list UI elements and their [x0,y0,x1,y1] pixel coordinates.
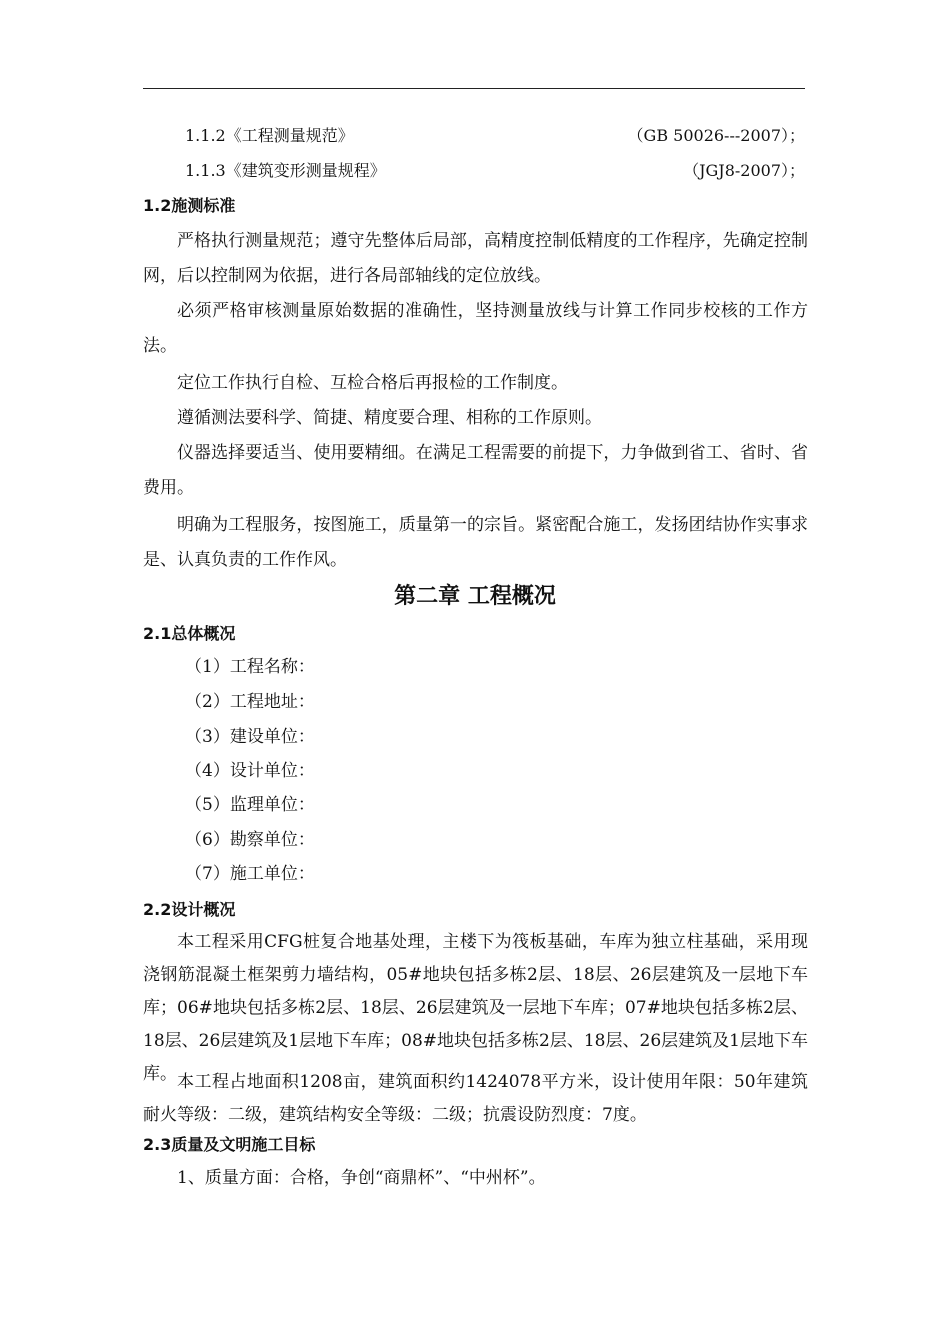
section-heading-2-2: 2.2设计概况 [143,900,236,919]
section-heading-2-3: 2.3质量及文明施工目标 [143,1135,316,1154]
reference-item [185,156,805,186]
reference-title: 1.1.2《工程测量规范》 [185,126,354,145]
section-heading-1-2: 1.2施测标准 [143,196,236,215]
paragraph: 1、质量方面：合格，争创“商鼎杯”、“中州杯”。 [177,1168,546,1188]
paragraph: 遵循测法要科学、简捷、精度要合理、相称的工作原则。 [177,408,602,428]
overview-item: （2）工程地址： [185,692,315,712]
overview-item: （3）建设单位： [185,727,315,747]
paragraph: 本工程占地面积1208亩，建筑面积约1424078平方米，设计使用年限：50年建筑耐火等级：二级，建筑结构安全等级：二级；抗震设防烈度：7度。 [143,1072,808,1125]
reference-item [185,121,805,151]
paragraph: 明确为工程服务，按图施工，质量第一的宗旨。紧密配合施工，发扬团结协作实事求是、认真负责的工作作风。 [143,515,808,570]
chapter-title: 第二章 工程概况 [394,584,556,609]
paragraph: 严格执行测量规范；遵守先整体后局部，高精度控制低精度的工作程序，先确定控制网，后以控制网为依据，进行各局部轴线的定位放线。 [143,231,808,286]
paragraph: 本工程采用CFG桩复合地基处理，主楼下为筏板基础，车库为独立柱基础，采用现浇钢筋混凝土框架剪力墙结构，05#地块包括多栋2层、18层、26层建筑及一层地下车库；06#地块包括多栋2层、18层、26层建筑及一层地下车库；07#地块包括多栋2层、18层、26层建筑及1层地下车库；08#地块包括多栋2层、18层、26层建筑及1层地下车库。 [143,932,808,1084]
header-rule [143,88,805,89]
reference-title: 1.1.3《建筑变形测量规程》 [185,161,386,180]
section-heading-2-1: 2.1总体概况 [143,624,236,643]
overview-item: （4）设计单位： [185,761,315,781]
paragraph: 定位工作执行自检、互检合格后再报检的工作制度。 [177,373,568,393]
overview-item: （7）施工单位： [185,864,315,884]
overview-item: （1）工程名称： [185,657,315,677]
paragraph: 必须严格审核测量原始数据的准确性，坚持测量放线与计算工作同步校核的工作方法。 [143,301,808,356]
paragraph: 仪器选择要适当、使用要精细。在满足工程需要的前提下，力争做到省工、省时、省费用。 [143,443,808,498]
reference-code: （GB 50026---2007）； [627,126,805,145]
reference-code: （JGJ8-2007）； [683,161,805,180]
overview-item: （6）勘察单位： [185,830,315,850]
overview-item: （5）监理单位： [185,795,315,815]
